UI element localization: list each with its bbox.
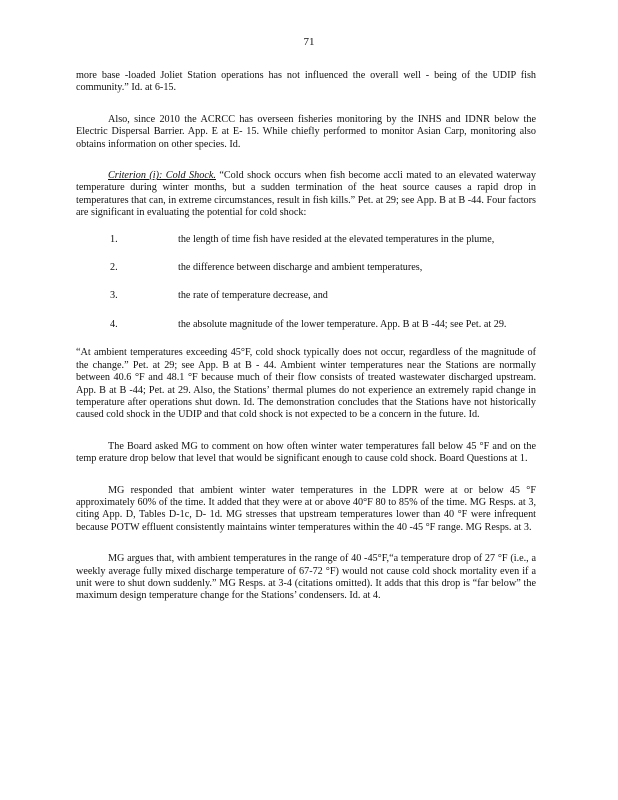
paragraph-1: more base -loaded Joliet Station operations has not influenced the overall well - being of the UDIP fish community.” Id. at 6-15. bbox=[76, 70, 536, 94]
paragraph-5: The Board asked MG to comment on how often winter water temperatures fall below 45 °F and on the temp erature drop below that level that would be significant enough to cause cold shock. Board Questions at 1. bbox=[76, 440, 536, 465]
list-item bbox=[76, 290, 536, 302]
paragraph-6: MG responded that ambient winter water temperatures in the LDPR were at or below 45 °F approximately 60% of the time. It added that they were at or above 40°F 80 to 85% of the time. MG Resps. at 3, citing App. D, Tables D-1c, D- 1d. MG stresses that upstream temperatures lower than 40 °F were infrequent because POTW effluent consistently maintains winter temperatures within the 40 -45 °F range. MG Resps. at 3. bbox=[76, 484, 536, 533]
paragraph-2: Also, since 2010 the ACRCC has overseen fisheries monitoring by the INHS and IDNR below the Electric Dispersal Barrier. App. E at E- 15. While chiefly performed to monitor Asian Carp, monitoring also obtains information on other species. Id. bbox=[76, 113, 536, 150]
list-item-number: 1. bbox=[110, 233, 118, 245]
list-item-number: 4. bbox=[110, 318, 118, 330]
paragraph-3-text: “Cold shock occurs when fish become accli mated to an elevated waterway temperature during winter months, but a sudden termination of the heat source causes a rapid drop in temperatures that can, in extreme circumstances, result in fish kills.” Pet. at 29; see App. B at B -44. Four factors are significant in evaluating the potential for cold shock: bbox=[76, 170, 537, 219]
list-item-number: 2. bbox=[110, 262, 118, 274]
paragraph-7: MG argues that, with ambient temperatures in the range of 40 -45°F,“a temperature drop of 27 °F (i.e., a weekly average fully mixed discharge temperature of 67-72 °F) would not cause cold shock mortality even if a unit were to shut down suddenly.” MG Resps. at 3-4 (citations omitted). It adds that this drop is “far below” the maximum design temperature change for the Stations’ condensers. Id. at 4. bbox=[76, 553, 536, 602]
list-item-number: 3. bbox=[110, 290, 118, 302]
list-item-text: the absolute magnitude of the lower temperature. App. B at B -44; see Pet. at 29. bbox=[178, 318, 507, 330]
section-heading-cold-shock: Criterion (i): Cold Shock. bbox=[108, 170, 216, 182]
list-item bbox=[76, 262, 536, 274]
list-item bbox=[76, 319, 536, 331]
page-number: 71 bbox=[303, 36, 315, 48]
page-body bbox=[76, 70, 536, 603]
list-item-text: the difference between discharge and ambient temperatures, bbox=[178, 262, 423, 274]
list-item-text: the length of time fish have resided at the elevated temperatures in the plume, bbox=[178, 233, 495, 245]
list-item-text: the rate of temperature decrease, and bbox=[178, 290, 328, 302]
list-item bbox=[76, 234, 536, 246]
factor-list bbox=[76, 234, 536, 332]
paragraph-4: “At ambient temperatures exceeding 45°F, cold shock typically does not occur, regardless of the magnitude of the change.” Pet. at 29; see App. B at B - 44. Ambient winter temperatures near the Stations are normally between 40.6 °F and 48.1 °F because much of their flow consists of treated wastewater discharged upstream. App. B at B -44; Pet. at 29. Also, the Stations’ thermal plumes do not experience an extremely rapid change in temperature after operations shut down. Id. The demonstration concludes that the Stations have not historically caused cold shock in the UDIP and that cold shock is not expected to be a concern in the future. Id. bbox=[76, 347, 536, 421]
paragraph-3 bbox=[76, 170, 536, 220]
